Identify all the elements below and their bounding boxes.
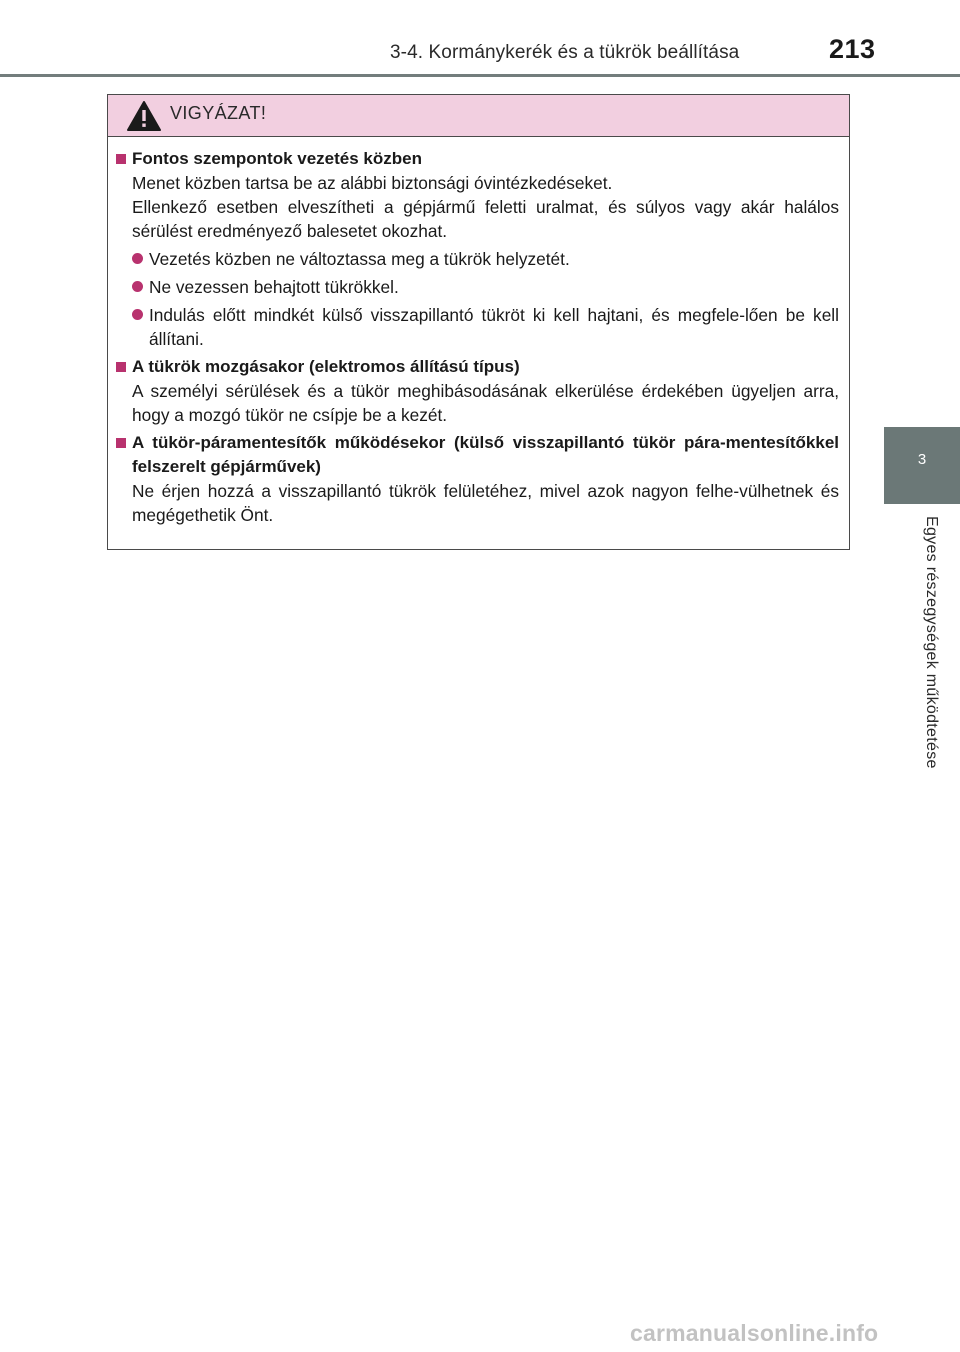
section-heading-text: A tükör-páramentesítők működésekor (külső visszapillantó tükör pára-mentesítőkkel felszerelt gépjárművek): [132, 433, 839, 476]
caution-header: [108, 95, 849, 137]
square-bullet-icon: [116, 362, 126, 372]
circle-bullet-icon: [132, 281, 143, 292]
caution-section: [116, 431, 839, 527]
section-heading: [116, 147, 839, 171]
chapter-number: 3: [917, 451, 927, 468]
section-paragraph: Ne érjen hozzá a visszapillantó tükrök felületéhez, mivel azok nagyon felhe-vülhetnek és megégethetik Önt.: [132, 481, 839, 525]
circle-bullet-icon: [132, 253, 143, 264]
bullet-item: [132, 247, 839, 271]
chapter-label: Egyes részegységek működtetése: [923, 516, 940, 769]
section-paragraph: Menet közben tartsa be az alábbi biztonsági óvintézkedéseket.: [132, 173, 613, 193]
section-heading: [116, 431, 839, 479]
header-rule: [0, 74, 960, 77]
section-heading-text: A tükrök mozgásakor (elektromos állítású típus): [132, 357, 520, 376]
caution-box: [107, 94, 850, 550]
watermark: carmanualsonline.info: [630, 1320, 879, 1346]
bullet-item: [132, 303, 839, 351]
caution-section: [116, 147, 839, 351]
page-number: 213: [829, 34, 876, 64]
bullet-item: [132, 275, 839, 299]
bullet-text: Indulás előtt mindkét külső visszapillantó tükröt ki kell hajtani, és megfele-lően be kell állítani.: [149, 305, 839, 349]
section-heading: [116, 355, 839, 379]
section-paragraph: A személyi sérülések és a tükör meghibásodásának elkerülése érdekében ügyeljen arra, hogy a mozgó tükör ne csípje be a kezét.: [132, 381, 839, 425]
section-heading-text: Fontos szempontok vezetés közben: [132, 149, 422, 168]
bullet-list: [132, 247, 839, 351]
bullet-text: Vezetés közben ne változtassa meg a tükrök helyzetét.: [149, 249, 570, 269]
caution-body: [108, 137, 849, 527]
chapter-tab: [884, 427, 960, 504]
bullet-text: Ne vezessen behajtott tükrökkel.: [149, 277, 399, 297]
caution-section: [116, 355, 839, 427]
section-paragraph: Ellenkező esetben elveszítheti a gépjármű feletti uralmat, és súlyos vagy akár halálos sérülést eredményező balesetet okozhat.: [132, 197, 839, 241]
warning-triangle-icon: [126, 100, 162, 132]
square-bullet-icon: [116, 154, 126, 164]
circle-bullet-icon: [132, 309, 143, 320]
header-section-title: 3-4. Kormánykerék és a tükrök beállítása: [390, 42, 740, 63]
caution-title: VIGYÁZAT!: [170, 103, 267, 123]
square-bullet-icon: [116, 438, 126, 448]
